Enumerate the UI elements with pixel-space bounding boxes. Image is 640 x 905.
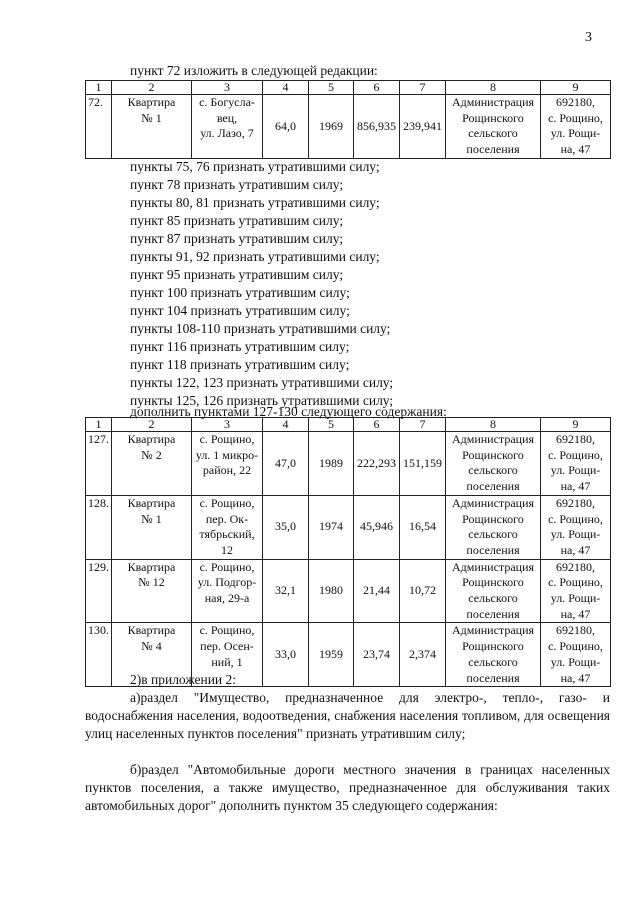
- cell-line: Администрация: [451, 623, 535, 638]
- cell-line: Квартира: [127, 95, 176, 109]
- header-cell: 5: [309, 81, 354, 95]
- cell-line: поселения: [466, 606, 520, 621]
- table-row: [86, 559, 611, 623]
- table-header-row: [86, 418, 611, 432]
- item-number: 127.: [86, 432, 112, 496]
- cell-line: ул. Лазо, 7: [200, 126, 254, 141]
- header-cell: 9: [541, 81, 611, 95]
- cell-line: № 1: [141, 511, 162, 526]
- address-cell: [192, 495, 263, 559]
- header-cell: 2: [112, 418, 192, 432]
- list-line: пункты 91, 92 признать утратившими силу;: [130, 249, 380, 264]
- object-name-cell: [112, 495, 192, 559]
- holder-address-cell: [541, 95, 611, 159]
- cell-line: № 1: [141, 110, 162, 125]
- holder-cell: [446, 95, 541, 159]
- list-line: пункт 85 признать утратившим силу;: [130, 213, 344, 228]
- cell-line: Квартира: [127, 623, 176, 638]
- header-cell: 6: [354, 418, 400, 432]
- header-cell: 4: [263, 418, 309, 432]
- holder-address-cell: [541, 432, 611, 496]
- cell-line: 692180,: [556, 95, 595, 109]
- table-header-row: [86, 81, 611, 95]
- cell-line: вец,: [216, 110, 238, 125]
- header-cell: 8: [446, 81, 541, 95]
- holder-cell: [446, 623, 541, 687]
- object-name-cell: [112, 95, 192, 159]
- item-number: 129.: [86, 559, 112, 623]
- header-cell: 7: [400, 81, 446, 95]
- cell-line: с. Рощино,: [548, 575, 603, 590]
- list-line: пункт 95 признать утратившим силу;: [130, 267, 344, 282]
- address-cell: [192, 95, 263, 159]
- paragraph-a-text: а)раздел "Имущество, предназначенное для электро-, тепло-, газо- и водоснабжения населения, водоотведения, снабжения населения топливом, для освещения улиц населенных пунктов поселения" признать утратившим силу;: [85, 690, 610, 741]
- area-cell: 35,0: [263, 495, 309, 559]
- cell-line: Квартира: [127, 559, 176, 574]
- cell-line: 692180,: [556, 559, 595, 574]
- cell-line: Администрация: [451, 559, 535, 574]
- cell-line: сельского: [468, 463, 518, 478]
- list-line: пункты 80, 81 признать утратившими силу;: [130, 195, 380, 210]
- header-cell: 7: [400, 418, 446, 432]
- cell-line: тябрьский,: [199, 527, 255, 542]
- property-table-1: [85, 80, 611, 159]
- year-cell: 1974: [309, 495, 354, 559]
- object-name-cell: [112, 559, 192, 623]
- header-cell: 1: [86, 81, 112, 95]
- list-line: пункты 125, 126 признать утратившими силу;: [130, 393, 394, 408]
- cell-line: поселения: [466, 542, 520, 557]
- cell-line: ний, 1: [211, 654, 243, 669]
- cell-line: № 4: [141, 639, 162, 654]
- list-line: пункт 118 признать утратившим силу;: [130, 357, 350, 372]
- cell-line: на, 47: [560, 479, 591, 494]
- cell-line: Администрация: [451, 95, 535, 109]
- paragraph-a: [85, 689, 610, 743]
- cell-line: 692180,: [556, 495, 595, 510]
- cell-line: Администрация: [451, 495, 535, 510]
- cell-line: ул. Рощи-: [550, 463, 601, 478]
- header-cell: 1: [86, 418, 112, 432]
- cell-line: ул. Подгор-: [197, 575, 257, 590]
- area-cell: 47,0: [263, 432, 309, 496]
- cell-line: с. Богусла-: [199, 95, 255, 109]
- value-cell: 45,946: [354, 495, 400, 559]
- table-row: [86, 432, 611, 496]
- year-cell: 1989: [309, 432, 354, 496]
- holder-cell: [446, 432, 541, 496]
- value-cell: 222,293: [354, 432, 400, 496]
- value-cell: 21,44: [354, 559, 400, 623]
- year-cell: 1969: [309, 95, 354, 159]
- cell-line: с. Рощино,: [548, 447, 603, 462]
- cell-line: № 2: [141, 447, 162, 462]
- cell-line: поселения: [466, 142, 520, 157]
- cell-line: ул. Рощи-: [550, 591, 601, 606]
- table-row: [86, 95, 611, 159]
- cell-line: с. Рощино,: [199, 495, 255, 510]
- cell-line: сельского: [468, 126, 518, 141]
- cell-line: Квартира: [127, 432, 176, 446]
- area-cell: 64,0: [263, 95, 309, 159]
- holder-cell: [446, 559, 541, 623]
- cell-line: Рощинского: [462, 511, 524, 526]
- cell-line: ул. 1 микро-: [195, 447, 259, 462]
- header-cell: 4: [263, 81, 309, 95]
- cell-line: на, 47: [560, 142, 591, 157]
- cell-line: сельского: [468, 591, 518, 606]
- residual-value-cell: 239,941: [400, 95, 446, 159]
- list-line: пункты 122, 123 признать утратившими силу;: [130, 375, 394, 390]
- cell-line: с. Рощино,: [199, 559, 255, 574]
- cell-line: ул. Рощи-: [550, 126, 601, 141]
- cell-line: на, 47: [560, 606, 591, 621]
- list-line: пункт 87 признать утратившим силу;: [130, 231, 344, 246]
- header-cell: 6: [354, 81, 400, 95]
- paragraph-b: [85, 761, 610, 815]
- header-cell: 2: [112, 81, 192, 95]
- cell-line: пер. Ок-: [205, 511, 249, 526]
- cell-line: на, 47: [560, 670, 591, 685]
- cell-line: Рощинского: [462, 110, 524, 125]
- list-line: пункт 104 признать утратившим силу;: [130, 303, 350, 318]
- address-cell: [192, 432, 263, 496]
- holder-address-cell: [541, 623, 611, 687]
- cell-line: Квартира: [127, 495, 176, 510]
- residual-value-cell: 16,54: [400, 495, 446, 559]
- cell-line: с. Рощино,: [199, 432, 255, 446]
- cell-line: 692180,: [556, 432, 595, 446]
- area-cell: 32,1: [263, 559, 309, 623]
- cell-line: 12: [221, 542, 233, 557]
- list-line: пункты 108-110 признать утратившими силу;: [130, 321, 391, 336]
- cell-line: с. Рощино,: [548, 639, 603, 654]
- list-line: дополнить пунктами 127-130 следующего содержания:: [130, 404, 447, 419]
- paragraph-b-text: б)раздел "Автомобильные дороги местного значения в границах населенных пунктов поселения, а также имущество, предназначенное для обслуживания таких автомобильных дорог" дополнить пунктом 35 следующего содержания:: [85, 762, 610, 813]
- cell-line: ул. Рощи-: [550, 654, 601, 669]
- header-cell: 3: [192, 81, 263, 95]
- page-number: 3: [585, 30, 592, 45]
- year-cell: 1980: [309, 559, 354, 623]
- address-cell: [192, 559, 263, 623]
- cell-line: № 12: [138, 575, 165, 590]
- item-number: 128.: [86, 495, 112, 559]
- item-number: 72.: [86, 95, 112, 159]
- cell-line: сельского: [468, 527, 518, 542]
- list-line: пункты 75, 76 признать утратившими силу;: [130, 159, 380, 174]
- cell-line: поселения: [466, 479, 520, 494]
- cell-line: поселения: [466, 670, 520, 685]
- list-line: пункт 78 признать утратившим силу;: [130, 177, 344, 192]
- header-cell: 3: [192, 418, 263, 432]
- residual-value-cell: 2,374: [400, 623, 446, 687]
- value-cell: 23,74: [354, 623, 400, 687]
- header-cell: 5: [309, 418, 354, 432]
- residual-value-cell: 151,159: [400, 432, 446, 496]
- section-heading: 2)в приложении 2:: [130, 672, 237, 687]
- cell-line: с. Рощино,: [548, 511, 603, 526]
- cell-line: с. Рощино,: [199, 623, 255, 638]
- cell-line: ная, 29-а: [204, 591, 250, 606]
- holder-address-cell: [541, 495, 611, 559]
- header-cell: 8: [446, 418, 541, 432]
- cell-line: на, 47: [560, 542, 591, 557]
- intro-line: пункт 72 изложить в следующей редакции:: [130, 63, 378, 78]
- header-cell: 9: [541, 418, 611, 432]
- residual-value-cell: 10,72: [400, 559, 446, 623]
- value-cell: 856,935: [354, 95, 400, 159]
- table-row: [86, 495, 611, 559]
- cell-line: с. Рощино,: [548, 110, 603, 125]
- cell-line: пер. Осен-: [200, 639, 254, 654]
- cell-line: сельского: [468, 654, 518, 669]
- cell-line: 692180,: [556, 623, 595, 638]
- cell-line: Рощинского: [462, 575, 524, 590]
- holder-address-cell: [541, 559, 611, 623]
- cell-line: Администрация: [451, 432, 535, 446]
- year-cell: 1959: [309, 623, 354, 687]
- holder-cell: [446, 495, 541, 559]
- object-name-cell: [112, 432, 192, 496]
- cell-line: район, 22: [202, 463, 252, 478]
- cell-line: Рощинского: [462, 447, 524, 462]
- item-number: 130.: [86, 623, 112, 687]
- list-line: пункт 116 признать утратившим силу;: [130, 339, 350, 354]
- cell-line: Рощинского: [462, 639, 524, 654]
- property-table-2: [85, 417, 611, 687]
- area-cell: 33,0: [263, 623, 309, 687]
- list-line: пункт 100 признать утратившим силу;: [130, 285, 350, 300]
- cell-line: ул. Рощи-: [550, 527, 601, 542]
